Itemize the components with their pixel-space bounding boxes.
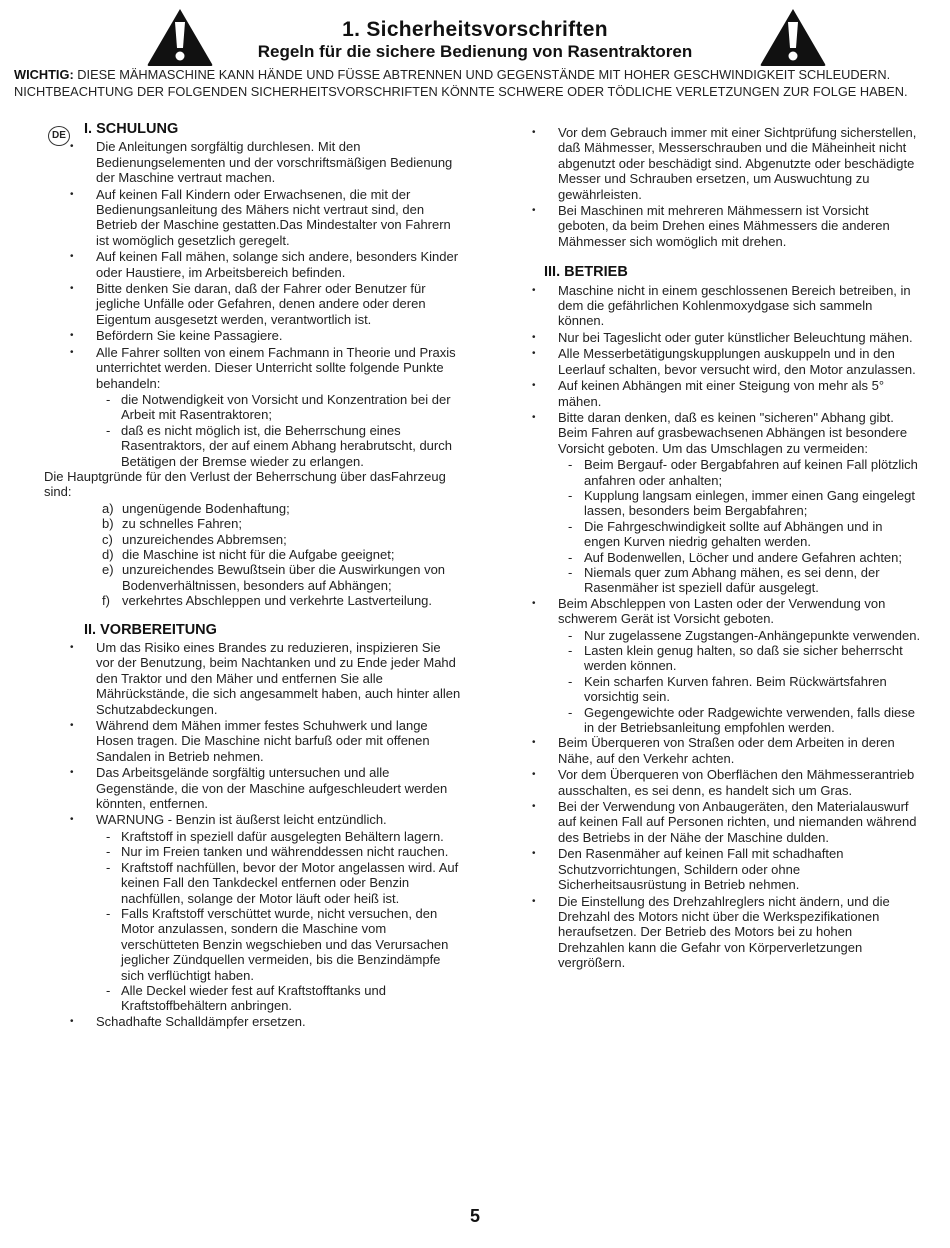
lettered-item (44, 516, 462, 531)
right-column (530, 125, 922, 972)
item-text: zu schnelles Fahren; (122, 516, 242, 532)
list-item: • Die Einstellung des Drehzahlreglers nicht ändern, und die Drehzahl des Motors nicht über die Werkspezifikationen heraufsetzen. Der Betrieb des Motors bei zu hohen Drehzahlen kann die Gefahr von Körperverletzungen vergrößern. (530, 894, 922, 971)
list-item: • Die Anleitungen sorgfältig durchlesen. Mit den Bedienungselementen und der vorschriftsmäßigen Bedienung der Maschine vertraut machen. (44, 139, 462, 185)
list-item: • Auf keinen Fall Kindern oder Erwachsenen, die mit der Bedienungsanleitung des Mähers nicht vertraut sind, den Betrieb der Maschine gestatten.Das Mindestalter von Fahrern ist womöglich gesetzlich geregelt. (44, 187, 462, 249)
sub-list-item: - daß es nicht möglich ist, die Beherrschung eines Rasentraktors, der auf einem Abhang herabrutscht, durch Betätigen der Bremse wieder zu erlangen. (44, 423, 462, 469)
language-badge: DE (48, 126, 70, 146)
sub-list-item: - Kupplung langsam einlegen, immer einen Gang eingelegt lassen, besonders beim Bergabfahren; (530, 488, 922, 519)
item-label: f) (102, 593, 110, 609)
sub-list-item: - Kraftstoff in speziell dafür ausgelegten Behältern lagern. (44, 829, 462, 844)
list-item: • WARNUNG - Benzin ist äußerst leicht entzündlich. (44, 812, 462, 827)
item-text: die Maschine ist nicht für die Aufgabe geeignet; (122, 546, 395, 562)
paragraph: Die Hauptgründe für den Verlust der Beherrschung über dasFahrzeug sind: (44, 468, 446, 500)
page-subtitle: Regeln für die sichere Bedienung von Rasentraktoren (257, 42, 693, 61)
item-label: e) (102, 562, 114, 578)
lettered-item (44, 593, 462, 608)
lettered-item (44, 547, 462, 562)
item-text: verkehrtes Abschleppen und verkehrte Lastverteilung. (122, 593, 433, 609)
sub-list-item: - Kraftstoff nachfüllen, bevor der Motor angelassen wird. Auf keinen Fall den Tankdeckel entfernen oder Benzin nachfüllen, solange der Motor läuft oder heiß ist. (44, 860, 462, 906)
sub-list-item: - Beim Bergauf- oder Bergabfahren auf keinen Fall plötzlich anfahren oder anhalten; (530, 457, 922, 488)
list-item: • Den Rasenmäher auf keinen Fall mit schadhaften Schutzvorrichtungen, Schildern oder ohne Sicherheitsausrüstung in Betrieb nehmen. (530, 846, 922, 892)
list-item: • Vor dem Gebrauch immer mit einer Sichtprüfung sicherstellen, daß Mähmesser, Messerschrauben und die Mäheinheit nicht abgenutzt oder beschädigt sind. Abgenutzte oder beschädigte Messer und Schrauben ersetzen, um Auswuchtung zu gewährleisten. (530, 125, 922, 202)
sub-list-item: - Gegengewichte oder Radgewichte verwenden, falls diese in der Betriebsanleitung empfohlen werden. (530, 705, 922, 736)
section-heading-preparation: II. VORBEREITUNG (84, 621, 217, 638)
warning-body: DIESE MÄHMASCHINE KANN HÄNDE UND FÜSSE ABTRENNEN UND GEGENSTÄNDE MIT HOHER GESCHWINDIGKEIT SCHLEUDERN. NICHTBEACHTUNG DER FOLGENDEN SICHERHEITSVORSCHRIFTEN KÖNNTE SCHWERE ODER TÖDLICHE VERLETZUNGEN ZUR FOLGE HABEN. (14, 67, 908, 99)
list-item: • Bitte daran denken, daß es keinen "sicheren" Abhang gibt. Beim Fahren auf grasbewachsenen Abhängen ist besondere Vorsicht geboten. Um das Umschlagen zu vermeiden: (530, 410, 922, 456)
section-heading-training: I. SCHULUNG (84, 121, 179, 137)
list-item: • Vor dem Überqueren von Oberflächen den Mähmesserantrieb ausschalten, es sei denn, es handelt sich um Gras. (530, 767, 922, 798)
list-item: • Bei der Verwendung von Anbaugeräten, den Materialauswurf auf keinen Fall auf Personen richten, und niemanden während des Betriebs in der Nähe der Maschine dulden. (530, 799, 922, 845)
preparation-list (44, 640, 462, 1029)
item-label: c) (102, 531, 113, 547)
training-list (44, 139, 462, 469)
sub-list-item: - die Notwendigkeit von Vorsicht und Konzentration bei der Arbeit mit Rasentraktoren; (44, 392, 462, 423)
list-item: • Alle Messerbetätigungskupplungen auskuppeln und in den Leerlauf schalten, bevor versucht wird, den Motor anzulassen. (530, 346, 922, 377)
item-text: unzureichendes Bewußtsein über die Auswirkungen von Bodenverhältnissen, besonders auf Abhängen; (122, 562, 446, 593)
sub-list-item: - Lasten klein genug halten, so daß sie sicher beherrscht werden können. (530, 643, 922, 674)
sub-list-item: - Niemals quer zum Abhang mähen, es sei denn, der Rasenmäher ist speziell dafür ausgelegt. (530, 565, 922, 596)
list-item: • Das Arbeitsgelände sorgfältig untersuchen und alle Gegenstände, die von der Maschine aufgeschleudert werden könnten, entfernen. (44, 765, 462, 811)
list-item: • Beim Überqueren von Straßen oder dem Arbeiten in deren Nähe, auf den Verkehr achten. (530, 735, 922, 766)
item-text: unzureichendes Abbremsen; (122, 531, 287, 547)
lettered-item (44, 501, 462, 516)
item-label: b) (102, 516, 114, 532)
sub-list-item: - Falls Kraftstoff verschüttet wurde, nicht versuchen, den Motor anzulassen, sondern die Maschine vom verschütteten Benzin wegschieben und das Verursachen jeglicher Zündquellen vermeiden, bis die Benzindämpfe sich verflüchtigt haben. (44, 906, 462, 983)
list-item: • Nur bei Tageslicht oder guter künstlicher Beleuchtung mähen. (530, 330, 922, 345)
sub-list-item: - Nur im Freien tanken und währenddessen nicht rauchen. (44, 844, 462, 859)
lettered-item (44, 532, 462, 547)
item-text: ungenügende Bodenhaftung; (122, 500, 290, 516)
list-item: • Beim Abschleppen von Lasten oder der Verwendung von schwerem Gerät ist Vorsicht geboten. (530, 596, 922, 627)
item-label: a) (102, 500, 114, 516)
left-column (44, 122, 462, 1030)
warning-label: WICHTIG: (14, 67, 74, 82)
list-item: • Maschine nicht in einem geschlossenen Bereich betreiben, in dem die gefährlichen Kohlenmoxydgase sich sammeln können. (530, 283, 922, 329)
list-item: • Schadhafte Schalldämpfer ersetzen. (44, 1014, 462, 1029)
sub-list-item: - Kein scharfen Kurven fahren. Beim Rückwärtsfahren vorsichtig sein. (530, 674, 922, 705)
lettered-item (44, 562, 462, 593)
operation-list (530, 283, 922, 971)
list-item: • Um das Risiko eines Brandes zu reduzieren, inspizieren Sie vor der Benutzung, beim Nachtanken und zu Ende jeder Mahd den Traktor und den Mäher und entfernen Sie alle Mährückstände, die sich angesammelt haben, auch hinter allen Schutzabdeckungen. (44, 640, 462, 717)
sub-list-item: - Alle Deckel wieder fest auf Kraftstofftanks und Kraftstoffbehältern anbringen. (44, 983, 462, 1014)
page-number: 5 (469, 1206, 480, 1226)
list-item: • Bei Maschinen mit mehreren Mähmessern ist Vorsicht geboten, da beim Drehen eines Mähmessers die anderen Mähmesser sich womöglich mit drehen. (530, 203, 922, 249)
important-warning (14, 67, 934, 100)
preparation-list-continued (530, 125, 922, 249)
sub-list-item: - Nur zugelassene Zugstangen-Anhängepunkte verwenden. (530, 628, 922, 643)
item-label: d) (102, 546, 114, 562)
list-item: • Befördern Sie keine Passagiere. (44, 328, 462, 343)
list-item: • Alle Fahrer sollten von einem Fachmann in Theorie und Praxis unterrichtet werden. Dieser Unterricht sollte folgende Punkte behandeln: (44, 345, 462, 391)
lettered-list (44, 501, 462, 609)
page-title: 1. Sicherheitsvorschriften (342, 18, 608, 41)
sub-list-item: - Die Fahrgeschwindigkeit sollte auf Abhängen und in engen Kurven niedrig gehalten werden. (530, 519, 922, 550)
list-item: • Auf keinen Fall mähen, solange sich andere, besonders Kinder oder Haustiere, im Arbeitsbereich befinden. (44, 249, 462, 280)
list-item: • Bitte denken Sie daran, daß der Fahrer oder Benutzer für jegliche Unfälle oder Gefahren, denen andere oder deren Eigentum ausgesetzt werden, verantwortlich ist. (44, 281, 462, 327)
sub-list-item: - Auf Bodenwellen, Löcher und andere Gefahren achten; (530, 550, 922, 565)
section-heading-operation: III. BETRIEB (544, 264, 628, 281)
list-item: • Während dem Mähen immer festes Schuhwerk und lange Hosen tragen. Die Maschine nicht barfuß oder mit offenen Sandalen in Betrieb nehmen. (44, 718, 462, 764)
list-item: • Auf keinen Abhängen mit einer Steigung von mehr als 5° mähen. (530, 378, 922, 409)
